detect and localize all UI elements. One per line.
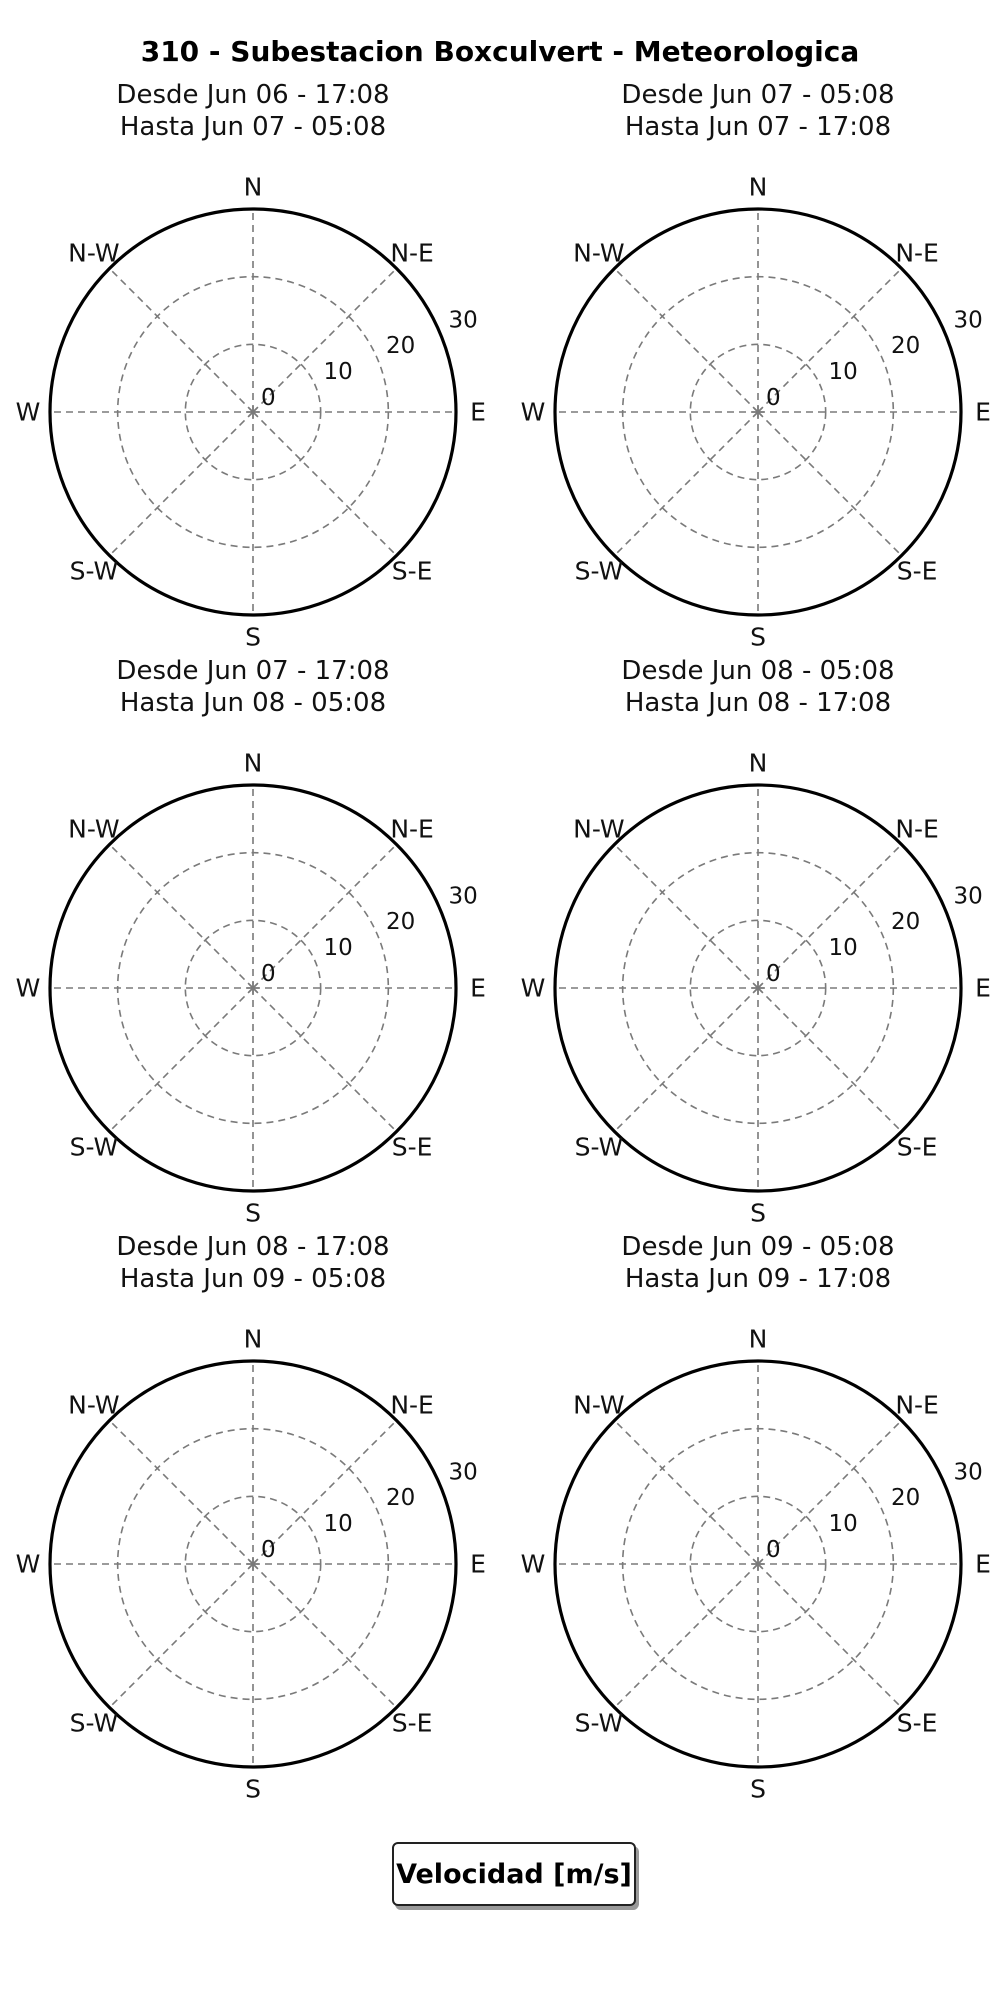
ring-label-20: 20 — [891, 333, 921, 360]
direction-label-e: E — [470, 397, 486, 427]
radial-gridline-s-e — [253, 988, 397, 1132]
direction-label-e: E — [975, 1549, 991, 1579]
chart-title: 310 - Subestacion Boxculvert - Meteorologica — [140, 35, 860, 68]
radial-gridline-s-w — [109, 988, 253, 1132]
direction-label-s-w: S-W — [574, 556, 624, 586]
direction-label-n-e: N-E — [390, 238, 434, 268]
ring-label-10: 10 — [828, 1511, 858, 1538]
chart-subtitle-from: Desde Jun 06 - 17:08 — [116, 80, 390, 110]
direction-label-e: E — [975, 397, 991, 427]
radial-gridline-n-w — [614, 268, 758, 412]
radial-gridline-s-w — [614, 1564, 758, 1708]
radial-gridline-s-e — [253, 1564, 397, 1708]
direction-label-s-e: S-E — [391, 1132, 433, 1162]
radial-gridline-s-w — [614, 988, 758, 1132]
direction-label-s: S — [245, 1198, 261, 1228]
direction-label-s: S — [245, 1774, 261, 1804]
chart-subtitle-from: Desde Jun 08 - 17:08 — [116, 1232, 390, 1262]
direction-label-n: N — [748, 172, 768, 202]
direction-label-s-w: S-W — [69, 556, 119, 586]
radial-gridline-s-w — [614, 412, 758, 556]
ring-label-20: 20 — [386, 909, 416, 936]
ring-label-20: 20 — [891, 909, 921, 936]
ring-label-10: 10 — [323, 935, 353, 962]
direction-label-n-e: N-E — [895, 814, 939, 844]
direction-label-n-w: N-W — [573, 238, 625, 268]
legend — [392, 1842, 636, 1906]
direction-label-s: S — [750, 1198, 766, 1228]
chart-subtitle-to: Hasta Jun 08 - 17:08 — [624, 688, 892, 718]
radial-gridline-s-e — [253, 412, 397, 556]
direction-label-n-e: N-E — [895, 1390, 939, 1420]
ring-label-0: 0 — [766, 961, 781, 987]
ring-label-10: 10 — [828, 935, 858, 962]
direction-label-n-w: N-W — [68, 238, 120, 268]
direction-label-n: N — [243, 1324, 263, 1354]
direction-label-n: N — [243, 748, 263, 778]
direction-label-n-e: N-E — [390, 814, 434, 844]
chart-subtitle-to: Hasta Jun 07 - 05:08 — [119, 112, 387, 142]
radial-gridline-s-e — [758, 412, 902, 556]
polar-chart-1 — [16, 80, 486, 652]
direction-label-n-w: N-W — [68, 814, 120, 844]
direction-label-n: N — [748, 748, 768, 778]
direction-label-s: S — [750, 1774, 766, 1804]
direction-label-s: S — [245, 622, 261, 652]
ring-label-30: 30 — [953, 1459, 983, 1486]
ring-label-0: 0 — [261, 385, 276, 411]
radial-gridline-n-w — [109, 1420, 253, 1564]
direction-label-s-e: S-E — [896, 556, 938, 586]
ring-label-10: 10 — [323, 359, 353, 386]
direction-label-n-w: N-W — [68, 1390, 120, 1420]
radial-gridline-s-e — [758, 1564, 902, 1708]
radial-gridline-s-e — [758, 988, 902, 1132]
chart-subtitle-to: Hasta Jun 08 - 05:08 — [119, 688, 387, 718]
ring-label-30: 30 — [448, 307, 478, 334]
chart-subtitle-to: Hasta Jun 07 - 17:08 — [624, 112, 892, 142]
polar-chart-6 — [521, 1232, 991, 1804]
radial-gridline-n-w — [109, 844, 253, 988]
direction-label-e: E — [975, 973, 991, 1003]
ring-label-0: 0 — [766, 1537, 781, 1563]
chart-subtitle-from: Desde Jun 07 - 17:08 — [116, 656, 390, 686]
polar-chart-4 — [521, 656, 991, 1228]
radial-gridline-s-w — [109, 1564, 253, 1708]
radial-gridline-s-w — [109, 412, 253, 556]
chart-subtitle-from: Desde Jun 07 - 05:08 — [621, 80, 895, 110]
direction-label-s-w: S-W — [574, 1708, 624, 1738]
ring-label-0: 0 — [261, 961, 276, 987]
direction-label-s-w: S-W — [574, 1132, 624, 1162]
direction-label-n-w: N-W — [573, 1390, 625, 1420]
direction-label-w: W — [520, 1549, 546, 1579]
direction-label-w: W — [520, 973, 546, 1003]
direction-label-s-w: S-W — [69, 1708, 119, 1738]
direction-label-n-e: N-E — [390, 1390, 434, 1420]
ring-label-30: 30 — [448, 883, 478, 910]
direction-label-s-e: S-E — [391, 556, 433, 586]
ring-label-30: 30 — [953, 883, 983, 910]
ring-label-30: 30 — [953, 307, 983, 334]
legend-title: Velocidad [m/s] — [396, 1858, 632, 1890]
direction-label-w: W — [15, 397, 41, 427]
direction-label-s-e: S-E — [896, 1132, 938, 1162]
direction-label-w: W — [520, 397, 546, 427]
chart-subtitle-from: Desde Jun 09 - 05:08 — [621, 1232, 895, 1262]
radial-gridline-n-w — [109, 268, 253, 412]
direction-label-e: E — [470, 1549, 486, 1579]
ring-label-20: 20 — [386, 333, 416, 360]
ring-label-20: 20 — [891, 1485, 921, 1512]
direction-label-n-e: N-E — [895, 238, 939, 268]
ring-label-30: 30 — [448, 1459, 478, 1486]
direction-label-n-w: N-W — [573, 814, 625, 844]
ring-label-10: 10 — [323, 1511, 353, 1538]
direction-label-s-w: S-W — [69, 1132, 119, 1162]
radial-gridline-n-w — [614, 844, 758, 988]
direction-label-n: N — [748, 1324, 768, 1354]
polar-chart-2 — [521, 80, 991, 652]
direction-label-w: W — [15, 1549, 41, 1579]
direction-label-w: W — [15, 973, 41, 1003]
ring-label-0: 0 — [766, 385, 781, 411]
direction-label-e: E — [470, 973, 486, 1003]
polar-chart-5 — [16, 1232, 486, 1804]
direction-label-s-e: S-E — [896, 1708, 938, 1738]
direction-label-n: N — [243, 172, 263, 202]
chart-subtitle-from: Desde Jun 08 - 05:08 — [621, 656, 895, 686]
chart-subtitle-to: Hasta Jun 09 - 17:08 — [624, 1264, 892, 1294]
ring-label-20: 20 — [386, 1485, 416, 1512]
polar-chart-3 — [16, 656, 486, 1228]
direction-label-s-e: S-E — [391, 1708, 433, 1738]
ring-label-10: 10 — [828, 359, 858, 386]
ring-label-0: 0 — [261, 1537, 276, 1563]
direction-label-s: S — [750, 622, 766, 652]
chart-subtitle-to: Hasta Jun 09 - 05:08 — [119, 1264, 387, 1294]
radial-gridline-n-w — [614, 1420, 758, 1564]
